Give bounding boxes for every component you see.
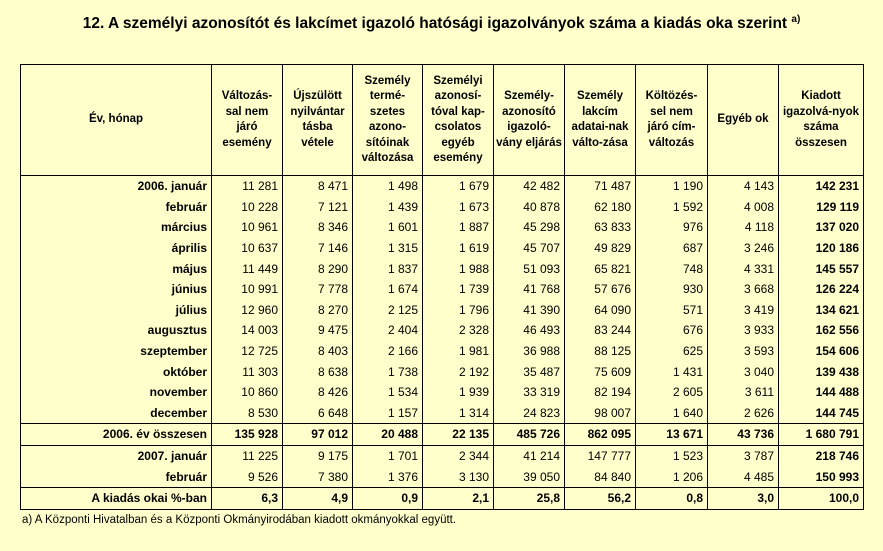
row-label: február [21, 197, 212, 218]
value-cell: 9 526 [212, 466, 283, 487]
value-cell: 135 928 [212, 424, 283, 446]
value-cell: 63 833 [565, 217, 636, 238]
value-cell: 56,2 [565, 487, 636, 509]
value-cell: 3 130 [423, 466, 494, 487]
value-cell: 4 331 [708, 258, 779, 279]
row-label: 2007. január [21, 445, 212, 466]
value-cell: 8 471 [283, 176, 353, 197]
value-cell: 6,3 [212, 487, 283, 509]
row-label: október [21, 361, 212, 382]
value-cell: 4 485 [708, 466, 779, 487]
table-row [21, 424, 864, 446]
value-cell: 62 180 [565, 197, 636, 218]
table-row [21, 320, 864, 341]
value-cell: 1 673 [423, 197, 494, 218]
value-cell: 1 988 [423, 258, 494, 279]
total-cell: 129 119 [779, 197, 864, 218]
value-cell: 1 739 [423, 279, 494, 300]
value-cell: 1 523 [636, 445, 708, 466]
value-cell: 12 725 [212, 341, 283, 362]
value-cell: 1 206 [636, 466, 708, 487]
header-other-reason: Egyéb ok [708, 65, 779, 176]
value-cell: 1 939 [423, 382, 494, 403]
value-cell: 64 090 [565, 300, 636, 321]
row-label: augusztus [21, 320, 212, 341]
value-cell: 24 823 [494, 403, 565, 424]
value-cell: 3 787 [708, 445, 779, 466]
value-cell: 42 482 [494, 176, 565, 197]
total-cell: 120 186 [779, 238, 864, 259]
value-cell: 2 344 [423, 445, 494, 466]
value-cell: 2 192 [423, 361, 494, 382]
value-cell: 14 003 [212, 320, 283, 341]
table-row [21, 300, 864, 321]
total-cell: 145 557 [779, 258, 864, 279]
header-row [21, 65, 864, 176]
value-cell: 571 [636, 300, 708, 321]
value-cell: 1 592 [636, 197, 708, 218]
table-row [21, 361, 864, 382]
value-cell: 40 878 [494, 197, 565, 218]
total-cell: 100,0 [779, 487, 864, 509]
value-cell: 1 498 [353, 176, 423, 197]
value-cell: 3 593 [708, 341, 779, 362]
value-cell: 3 611 [708, 382, 779, 403]
value-cell: 3 419 [708, 300, 779, 321]
value-cell: 2,1 [423, 487, 494, 509]
value-cell: 13 671 [636, 424, 708, 446]
row-label: A kiadás okai %-ban [21, 487, 212, 509]
value-cell: 9 175 [283, 445, 353, 466]
value-cell: 8 638 [283, 361, 353, 382]
header-period: Év, hónap [21, 65, 212, 176]
value-cell: 11 281 [212, 176, 283, 197]
table-row [21, 258, 864, 279]
header-address-change-no-move: Költözés-sel nem járó cím-változás [636, 65, 708, 176]
value-cell: 11 225 [212, 445, 283, 466]
total-cell: 144 745 [779, 403, 864, 424]
header-id-card-procedure: Személy-azonosító igazoló-vány eljárás [494, 65, 565, 176]
table-row [21, 197, 864, 218]
total-cell: 154 606 [779, 341, 864, 362]
value-cell: 71 487 [565, 176, 636, 197]
header-total-issued: Kiadott igazolvá-nyok száma összesen [779, 65, 864, 176]
value-cell: 41 390 [494, 300, 565, 321]
value-cell: 2 125 [353, 300, 423, 321]
value-cell: 1 534 [353, 382, 423, 403]
value-cell: 45 298 [494, 217, 565, 238]
value-cell: 1 674 [353, 279, 423, 300]
value-cell: 7 380 [283, 466, 353, 487]
value-cell: 20 488 [353, 424, 423, 446]
value-cell: 1 796 [423, 300, 494, 321]
value-cell: 1 315 [353, 238, 423, 259]
row-label: február [21, 466, 212, 487]
value-cell: 1 837 [353, 258, 423, 279]
header-address-change: Személy lakcím adatai-nak válto-zása [565, 65, 636, 176]
header-no-change-event: Változás-sal nem járó esemény [212, 65, 283, 176]
value-cell: 7 146 [283, 238, 353, 259]
value-cell: 8 530 [212, 403, 283, 424]
value-cell: 3 933 [708, 320, 779, 341]
value-cell: 49 829 [565, 238, 636, 259]
value-cell: 8 270 [283, 300, 353, 321]
value-cell: 88 125 [565, 341, 636, 362]
total-cell: 218 746 [779, 445, 864, 466]
value-cell: 930 [636, 279, 708, 300]
value-cell: 1 619 [423, 238, 494, 259]
total-cell: 134 621 [779, 300, 864, 321]
value-cell: 4 143 [708, 176, 779, 197]
total-cell: 1 680 791 [779, 424, 864, 446]
value-cell: 1 981 [423, 341, 494, 362]
value-cell: 3 040 [708, 361, 779, 382]
value-cell: 676 [636, 320, 708, 341]
value-cell: 98 007 [565, 403, 636, 424]
table-row [21, 487, 864, 509]
header-other-id-event: Személyi azonosí-tóval kap-csolatos egyéb esemény [423, 65, 494, 176]
value-cell: 147 777 [565, 445, 636, 466]
value-cell: 2 605 [636, 382, 708, 403]
row-label: november [21, 382, 212, 403]
value-cell: 41 214 [494, 445, 565, 466]
value-cell: 8 403 [283, 341, 353, 362]
value-cell: 1 314 [423, 403, 494, 424]
table-row [21, 341, 864, 362]
table-row [21, 382, 864, 403]
value-cell: 4 118 [708, 217, 779, 238]
value-cell: 39 050 [494, 466, 565, 487]
table-body [21, 176, 864, 510]
value-cell: 1 738 [353, 361, 423, 382]
value-cell: 1 157 [353, 403, 423, 424]
value-cell: 83 244 [565, 320, 636, 341]
page-title [0, 14, 883, 33]
value-cell: 2 328 [423, 320, 494, 341]
value-cell: 976 [636, 217, 708, 238]
row-label: május [21, 258, 212, 279]
value-cell: 625 [636, 341, 708, 362]
value-cell: 10 991 [212, 279, 283, 300]
footnote: a) A Központi Hivatalban és a Központi Okmányirodában kiadott okmányokkal együtt. [22, 514, 457, 526]
value-cell: 1 439 [353, 197, 423, 218]
table-row [21, 279, 864, 300]
table-row [21, 445, 864, 466]
value-cell: 22 135 [423, 424, 494, 446]
row-label: 2006. év összesen [21, 424, 212, 446]
value-cell: 33 319 [494, 382, 565, 403]
value-cell: 10 860 [212, 382, 283, 403]
row-label: június [21, 279, 212, 300]
total-cell: 144 488 [779, 382, 864, 403]
title-note-marker: a) [791, 14, 801, 25]
value-cell: 1 640 [636, 403, 708, 424]
value-cell: 0,9 [353, 487, 423, 509]
header-natural-id-change: Személy termé-szetes azono-sítóinak változása [353, 65, 423, 176]
value-cell: 8 346 [283, 217, 353, 238]
value-cell: 6 648 [283, 403, 353, 424]
table-row [21, 403, 864, 424]
total-cell: 137 020 [779, 217, 864, 238]
total-cell: 142 231 [779, 176, 864, 197]
value-cell: 10 961 [212, 217, 283, 238]
row-label: szeptember [21, 341, 212, 362]
value-cell: 3,0 [708, 487, 779, 509]
value-cell: 2 166 [353, 341, 423, 362]
statistics-table [20, 64, 864, 510]
value-cell: 1 601 [353, 217, 423, 238]
value-cell: 11 303 [212, 361, 283, 382]
value-cell: 25,8 [494, 487, 565, 509]
value-cell: 1 679 [423, 176, 494, 197]
value-cell: 10 228 [212, 197, 283, 218]
value-cell: 1 887 [423, 217, 494, 238]
value-cell: 84 840 [565, 466, 636, 487]
value-cell: 57 676 [565, 279, 636, 300]
title-text: 12. A személyi azonosítót és lakcímet igazoló hatósági igazolványok száma a kiadás oka szerint [82, 15, 788, 33]
value-cell: 1 376 [353, 466, 423, 487]
value-cell: 1 431 [636, 361, 708, 382]
value-cell: 82 194 [565, 382, 636, 403]
value-cell: 45 707 [494, 238, 565, 259]
value-cell: 0,8 [636, 487, 708, 509]
value-cell: 1 190 [636, 176, 708, 197]
value-cell: 687 [636, 238, 708, 259]
value-cell: 485 726 [494, 424, 565, 446]
value-cell: 43 736 [708, 424, 779, 446]
value-cell: 46 493 [494, 320, 565, 341]
value-cell: 8 426 [283, 382, 353, 403]
value-cell: 4,9 [283, 487, 353, 509]
value-cell: 10 637 [212, 238, 283, 259]
value-cell: 12 960 [212, 300, 283, 321]
value-cell: 7 778 [283, 279, 353, 300]
table-row [21, 217, 864, 238]
table-row [21, 466, 864, 487]
value-cell: 8 290 [283, 258, 353, 279]
value-cell: 9 475 [283, 320, 353, 341]
total-cell: 162 556 [779, 320, 864, 341]
header-newborn-registration: Újszülött nyilvántar tásba vétele [283, 65, 353, 176]
value-cell: 65 821 [565, 258, 636, 279]
value-cell: 75 609 [565, 361, 636, 382]
total-cell: 139 438 [779, 361, 864, 382]
value-cell: 36 988 [494, 341, 565, 362]
row-label: december [21, 403, 212, 424]
value-cell: 862 095 [565, 424, 636, 446]
value-cell: 97 012 [283, 424, 353, 446]
value-cell: 748 [636, 258, 708, 279]
total-cell: 126 224 [779, 279, 864, 300]
row-label: július [21, 300, 212, 321]
value-cell: 1 701 [353, 445, 423, 466]
row-label: április [21, 238, 212, 259]
value-cell: 41 768 [494, 279, 565, 300]
value-cell: 11 449 [212, 258, 283, 279]
value-cell: 7 121 [283, 197, 353, 218]
row-label: március [21, 217, 212, 238]
total-cell: 150 993 [779, 466, 864, 487]
value-cell: 51 093 [494, 258, 565, 279]
value-cell: 3 668 [708, 279, 779, 300]
value-cell: 35 487 [494, 361, 565, 382]
value-cell: 4 008 [708, 197, 779, 218]
table-row [21, 176, 864, 197]
value-cell: 3 246 [708, 238, 779, 259]
table-row [21, 238, 864, 259]
value-cell: 2 626 [708, 403, 779, 424]
row-label: 2006. január [21, 176, 212, 197]
value-cell: 2 404 [353, 320, 423, 341]
